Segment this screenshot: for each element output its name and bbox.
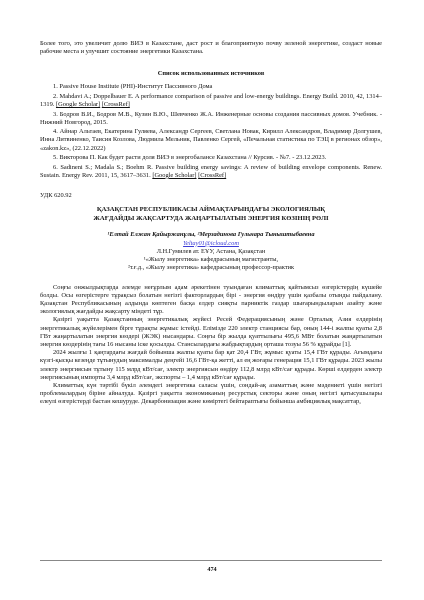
authors: ¹Елтай Елжан Қайыржанұлы, ²Мерзадинова Гульнара Тыныштыбаевна	[107, 231, 315, 239]
crossref-link[interactable]: [CrossRef]	[101, 101, 130, 109]
reference-item: 5. Викторова П. Как будет расти доля ВИЭ в энергобалансе Казахстана // Курсив. - №7. - 23.12.2023.	[53, 154, 327, 162]
reference-item: 4. Айнар Альтаев, Екатерина Гуляева, Александр Сергеев, Светлана Новак, Кирилл Александров, Владимир Долгушев, Инна Литвиненко, Таисия Козлова, Людмила Мельник, Павленко Сергей, «Печальная статистика по ТЭЦ в регионах обзор», «zakon.kz», (22.12.2022)	[40, 128, 382, 152]
page-number: 474	[207, 566, 217, 573]
article-title	[40, 206, 382, 223]
reference-item: 6. Sadineni S.; Madala S.; Boehm R. Passive building energy savings: A review of building envelope components. Renew. Sustain. Energy Rev. 2011, 15, 3617–3631. [Google Scholar] [CrossRef]	[40, 163, 382, 179]
google-scholar-link[interactable]: [Google Scholar]	[152, 171, 197, 179]
article-body	[40, 284, 382, 407]
article-title-line: ҚАЗАҚСТАН РЕСПУБЛИКАСЫ АЙМАҚТАРЫНДАҒЫ ЭКОЛОГИЯЛЫҚ	[96, 205, 326, 213]
footer-rule	[40, 560, 382, 561]
reference-item: 1. Passive House Institute (PHI)-Институт Пассивного Дома	[53, 83, 213, 91]
reference-item: 2. Mahdavi A.; Doppelbauer E. A performance comparison of passive and low-energy buildings. Energy Build. 2010, 42, 1314–1319. [Google Scholar] [CrossRef]	[40, 93, 382, 109]
affiliation: Л.Н.Гумилев ат. ЕҰУ, Астана, Қазақстан	[156, 247, 266, 255]
udc-code: УДК 620.92	[40, 191, 72, 199]
reference-item: 3. Бодров В.И., Бодров М.В., Кузин В.Ю., Шевченко Ж.А. Инженерные основы создания пассивных домов. Учебник. - Нижний Новгород, 2015.	[40, 110, 382, 126]
crossref-link[interactable]: [CrossRef]	[198, 171, 227, 179]
references-heading: Список использованных источников	[157, 70, 265, 78]
intro-paragraph: Более того, это увеличит долю ВИЭ в Казахстане, даст рост и благоприятную почву зеленой энергетике, создаст новые рабочие места и улучшит состояние энергетики Казахстана.	[40, 40, 382, 56]
affiliation: ¹«Жылу энергетика» кафедрасының магистранты,	[143, 256, 279, 264]
body-paragraph: Климаттық күн тәртібі бүкіл әлемдегі энергетика саласы үшін, сондай-ақ азаматтың және мәдениеті үшін негізгі проблемалардың біріне айналуда. Қазіргі уақытта экономиканың ресурстық секторы және оның негізгі қатысушылары елеулі өзгерістерді бастан кешуруде. Декарбонизация және көміртегі бейтараптығы бойынша амбициялық мақсаттар,	[40, 381, 382, 406]
google-scholar-link[interactable]: [Google Scholar]	[55, 101, 101, 109]
article-title-line: ЖАҒДАЙДЫ ЖАҚСАРТУДА ЖАҢАРТЫЛАТЫН ЭНЕРГИЯ КӨЗІНІҢ РӨЛІ	[93, 214, 329, 222]
affiliation: ²т.ғ.д., «Жылу энергетика» кафедрасының профессор-практик	[127, 264, 295, 272]
author-email-link[interactable]: Yeltay01@icloud.com	[183, 239, 239, 247]
body-paragraph: Соңғы онжылдықтарда әлемде неғұрлым адам әрекетінен туындаған климаттық қайтымсыз өзгерістердің күшейе болды. Осы өзгерістерге тұрақсыз болатын негізгі факторлардың бірі - энергия өндіру үшін қазбалы отынды пайдалану. Қазақстан Республикасының алдында көптеген басқа елдер сияқты парниктік газдар шығарындыларын азайту және экологиялық жағдайды жақсарту міндеті тұр.	[40, 283, 382, 316]
body-paragraph: 2024 жылғы 1 қаңтардағы жағдай бойынша жалпы қуаты бар қат 20,4 ГВт, жұмыс қуаты 15,4 ГВт құрады. Ағымдағы күзгі-қысқы кезеңде тұтынудың максималды деңгейі 16,6 ГВт-қа жетті, ал ең жоғары генерация 15,1 ГВт құрады. 2023 жылы электр энергиясын тұтыну 115 млрд кВт/сағ, электр энергиясын өндіру 112,8 млрд кВт/сағ құрады. Көрші елдерден электр энергиясының импорты 3,4 млрд кВт/сағ, экспорты – 1,4 млрд кВт/сағ құрады.	[40, 349, 382, 381]
references-list	[40, 83, 382, 180]
body-paragraph: Қазіргі уақытта Қазақстанның энергетикалық жүйесі Ресей Федерациясының және Орталық Азия елдерінің энергетикалық жүйелерімен бірге тұрақты жұмыс істейді. Елімізде 220 электр станциясы бар, оның 144-і жалпы қуаты 2,8 ГВт жаңартылатын энергия көздері (ЖЭК) нысандары. Соңғы бір жылда қуаттылығы 495,6 МВт болатын жаңартылатын энергия көздерінің тағы 16 нысаны іске қосылды. Стансылардағы жабдықтардың орташа тозуы 56 % құрайды [1].	[40, 316, 382, 348]
